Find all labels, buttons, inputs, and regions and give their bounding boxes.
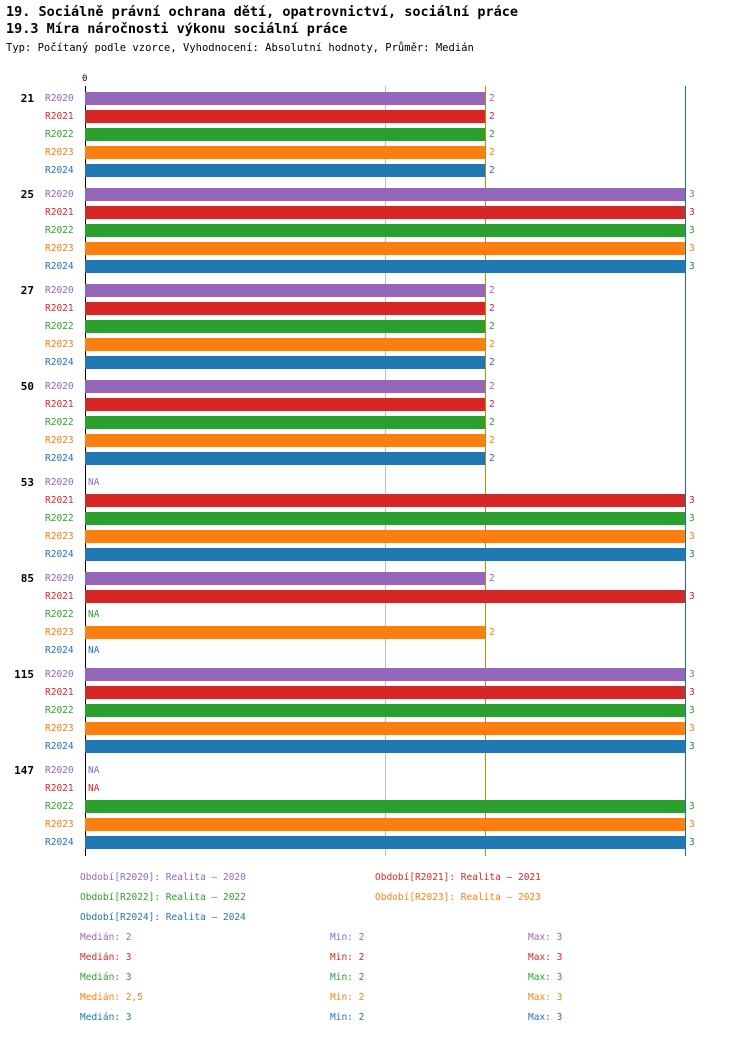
bar[interactable] (85, 740, 685, 753)
stats-row (0, 932, 750, 952)
row-label: R2020 (45, 93, 74, 104)
group-label: 21 (20, 92, 34, 105)
row-label: R2020 (45, 285, 74, 296)
bar-value: 2 (489, 111, 495, 122)
bar-value: 3 (689, 261, 695, 272)
bar-value: 3 (689, 687, 695, 698)
chart-group (0, 90, 750, 180)
row-label: R2020 (45, 669, 74, 680)
chart-group (0, 186, 750, 276)
bar-value: 3 (689, 243, 695, 254)
group-label: 147 (14, 764, 34, 777)
bar[interactable] (85, 224, 685, 237)
chart-row (0, 684, 750, 702)
chart-row (0, 222, 750, 240)
chart-row (0, 510, 750, 528)
bar-value: 2 (489, 93, 495, 104)
stat-median: Medián: 2 (80, 932, 132, 943)
bar-value: 3 (689, 669, 695, 680)
bar-value: 2 (489, 381, 495, 392)
bar[interactable] (85, 146, 485, 159)
chart-row (0, 816, 750, 834)
row-label: R2023 (45, 147, 74, 158)
stat-max: Max: 3 (528, 952, 563, 963)
chart-row (0, 720, 750, 738)
chart-row (0, 570, 750, 588)
bar[interactable] (85, 590, 685, 603)
row-label: R2020 (45, 765, 74, 776)
legend-item: Období[R2020]: Realita – 2020 (80, 872, 246, 883)
chart-row (0, 588, 750, 606)
chart-row (0, 126, 750, 144)
bar-value: 3 (689, 513, 695, 524)
chart-row (0, 204, 750, 222)
bar[interactable] (85, 494, 685, 507)
row-label: R2022 (45, 417, 74, 428)
bar[interactable] (85, 572, 485, 585)
bar-value: 3 (689, 549, 695, 560)
bar-value-na: NA (88, 765, 100, 776)
bar[interactable] (85, 434, 485, 447)
bar[interactable] (85, 188, 685, 201)
row-label: R2021 (45, 495, 74, 506)
row-label: R2020 (45, 189, 74, 200)
legend-row (0, 892, 750, 912)
chart-row (0, 528, 750, 546)
stat-max: Max: 3 (528, 992, 563, 1003)
row-label: R2023 (45, 819, 74, 830)
row-label: R2021 (45, 303, 74, 314)
bar[interactable] (85, 110, 485, 123)
chart-row (0, 834, 750, 852)
row-label: R2021 (45, 111, 74, 122)
row-label: R2024 (45, 357, 74, 368)
stat-min: Min: 2 (330, 932, 365, 943)
bar[interactable] (85, 818, 685, 831)
bar-value-na: NA (88, 477, 100, 488)
bar-value: 2 (489, 399, 495, 410)
bar[interactable] (85, 530, 685, 543)
bar-value-na: NA (88, 609, 100, 620)
bar[interactable] (85, 452, 485, 465)
group-label: 53 (20, 476, 34, 489)
stats-row (0, 992, 750, 1012)
stat-min: Min: 2 (330, 952, 365, 963)
bar[interactable] (85, 548, 685, 561)
stat-median: Medián: 2,5 (80, 992, 143, 1003)
bar-value: 2 (489, 303, 495, 314)
chart-row (0, 666, 750, 684)
row-label: R2022 (45, 705, 74, 716)
chart-row (0, 546, 750, 564)
bar[interactable] (85, 128, 485, 141)
chart-group (0, 282, 750, 372)
bar[interactable] (85, 512, 685, 525)
bar-value: 2 (489, 285, 495, 296)
legend-row (0, 872, 750, 892)
bar-value: 2 (489, 453, 495, 464)
row-label: R2022 (45, 801, 74, 812)
chart-group (0, 762, 750, 852)
bar[interactable] (85, 668, 685, 681)
header-block (0, 0, 750, 56)
row-label: R2022 (45, 225, 74, 236)
row-label: R2024 (45, 741, 74, 752)
bar-value-na: NA (88, 783, 100, 794)
row-label: R2022 (45, 321, 74, 332)
group-label: 115 (14, 668, 34, 681)
chart-row (0, 240, 750, 258)
bar[interactable] (85, 380, 485, 393)
row-label: R2023 (45, 627, 74, 638)
bar-value-na: NA (88, 645, 100, 656)
bar[interactable] (85, 416, 485, 429)
x-axis-tick-0: 0 (82, 74, 88, 84)
row-label: R2024 (45, 165, 74, 176)
chart-row (0, 492, 750, 510)
row-label: R2021 (45, 783, 74, 794)
stats-row (0, 952, 750, 972)
row-label: R2023 (45, 531, 74, 542)
chart-group (0, 570, 750, 660)
bar-value: 2 (489, 129, 495, 140)
chart-row (0, 780, 750, 798)
row-label: R2020 (45, 477, 74, 488)
chart-row (0, 762, 750, 780)
stat-max: Max: 3 (528, 1012, 563, 1023)
chart-row (0, 624, 750, 642)
bar-value: 2 (489, 627, 495, 638)
bar[interactable] (85, 206, 685, 219)
chart-subtitle: Typ: Počítaný podle vzorce, Vyhodnocení: Absolutní hodnoty, Průměr: Medián (6, 42, 474, 54)
bar-value: 2 (489, 321, 495, 332)
bar-value: 3 (689, 189, 695, 200)
legend-item: Období[R2023]: Realita – 2023 (375, 892, 541, 903)
stat-median: Medián: 3 (80, 952, 132, 963)
chart-legend (0, 872, 750, 1032)
row-label: R2021 (45, 687, 74, 698)
chart-row (0, 378, 750, 396)
chart-row (0, 336, 750, 354)
legend-item: Období[R2022]: Realita – 2022 (80, 892, 246, 903)
bar-value: 2 (489, 417, 495, 428)
stat-min: Min: 2 (330, 972, 365, 983)
chart-row (0, 738, 750, 756)
row-label: R2021 (45, 591, 74, 602)
row-label: R2020 (45, 381, 74, 392)
bar-value: 3 (689, 591, 695, 602)
bar[interactable] (85, 686, 685, 699)
row-label: R2021 (45, 207, 74, 218)
stats-row (0, 972, 750, 992)
bar[interactable] (85, 704, 685, 717)
chart-row (0, 354, 750, 372)
stat-min: Min: 2 (330, 992, 365, 1003)
page-title-line1: 19. Sociálně právní ochrana dětí, opatrovnictví, sociální práce (6, 4, 519, 20)
chart-row (0, 186, 750, 204)
chart-row (0, 300, 750, 318)
row-label: R2022 (45, 609, 74, 620)
stat-min: Min: 2 (330, 1012, 365, 1023)
row-label: R2022 (45, 129, 74, 140)
chart-row (0, 162, 750, 180)
bar[interactable] (85, 164, 485, 177)
chart-group (0, 666, 750, 756)
bar[interactable] (85, 260, 685, 273)
bar-value: 3 (689, 819, 695, 830)
chart-row (0, 258, 750, 276)
legend-row (0, 912, 750, 932)
chart-row (0, 798, 750, 816)
chart-row (0, 432, 750, 450)
chart-row (0, 282, 750, 300)
row-label: R2024 (45, 837, 74, 848)
bar[interactable] (85, 626, 485, 639)
bar[interactable] (85, 800, 685, 813)
page-title-line2: 19.3 Míra náročnosti výkonu sociální práce (6, 21, 348, 37)
row-label: R2022 (45, 513, 74, 524)
bar-value: 2 (489, 435, 495, 446)
group-label: 25 (20, 188, 34, 201)
bar[interactable] (85, 398, 485, 411)
group-label: 27 (20, 284, 34, 297)
chart-row (0, 702, 750, 720)
legend-item: Období[R2021]: Realita – 2021 (375, 872, 541, 883)
chart-row (0, 606, 750, 624)
bar-value: 2 (489, 147, 495, 158)
row-label: R2023 (45, 723, 74, 734)
bar-value: 3 (689, 837, 695, 848)
bar-value: 3 (689, 225, 695, 236)
bar-value: 2 (489, 165, 495, 176)
bar[interactable] (85, 92, 485, 105)
row-label: R2024 (45, 549, 74, 560)
stat-median: Medián: 3 (80, 972, 132, 983)
stat-median: Medián: 3 (80, 1012, 132, 1023)
chart-group (0, 378, 750, 468)
bar-value: 2 (489, 339, 495, 350)
row-label: R2024 (45, 645, 74, 656)
bar[interactable] (85, 320, 485, 333)
bar[interactable] (85, 338, 485, 351)
bar-value: 3 (689, 531, 695, 542)
bar[interactable] (85, 836, 685, 849)
bar[interactable] (85, 302, 485, 315)
stat-max: Max: 3 (528, 932, 563, 943)
chart-row (0, 144, 750, 162)
legend-item: Období[R2024]: Realita – 2024 (80, 912, 246, 923)
bar-value: 3 (689, 801, 695, 812)
bar[interactable] (85, 284, 485, 297)
row-label: R2023 (45, 435, 74, 446)
row-label: R2023 (45, 243, 74, 254)
chart-row (0, 318, 750, 336)
row-label: R2023 (45, 339, 74, 350)
chart-row (0, 642, 750, 660)
stat-max: Max: 3 (528, 972, 563, 983)
bar[interactable] (85, 242, 685, 255)
bar[interactable] (85, 356, 485, 369)
row-label: R2021 (45, 399, 74, 410)
row-label: R2020 (45, 573, 74, 584)
bar-value: 3 (689, 495, 695, 506)
row-label: R2024 (45, 453, 74, 464)
stats-row (0, 1012, 750, 1032)
group-label: 50 (20, 380, 34, 393)
chart-group (0, 474, 750, 564)
chart-row (0, 90, 750, 108)
chart-row (0, 414, 750, 432)
bar-value: 2 (489, 573, 495, 584)
row-label: R2024 (45, 261, 74, 272)
bar-value: 3 (689, 207, 695, 218)
bar[interactable] (85, 722, 685, 735)
chart-row (0, 474, 750, 492)
bar-value: 3 (689, 741, 695, 752)
chart-row (0, 396, 750, 414)
chart-row (0, 450, 750, 468)
chart-row (0, 108, 750, 126)
bar-value: 3 (689, 723, 695, 734)
chart-canvas (0, 72, 750, 862)
bar-value: 2 (489, 357, 495, 368)
bar-value: 3 (689, 705, 695, 716)
group-label: 85 (20, 572, 34, 585)
